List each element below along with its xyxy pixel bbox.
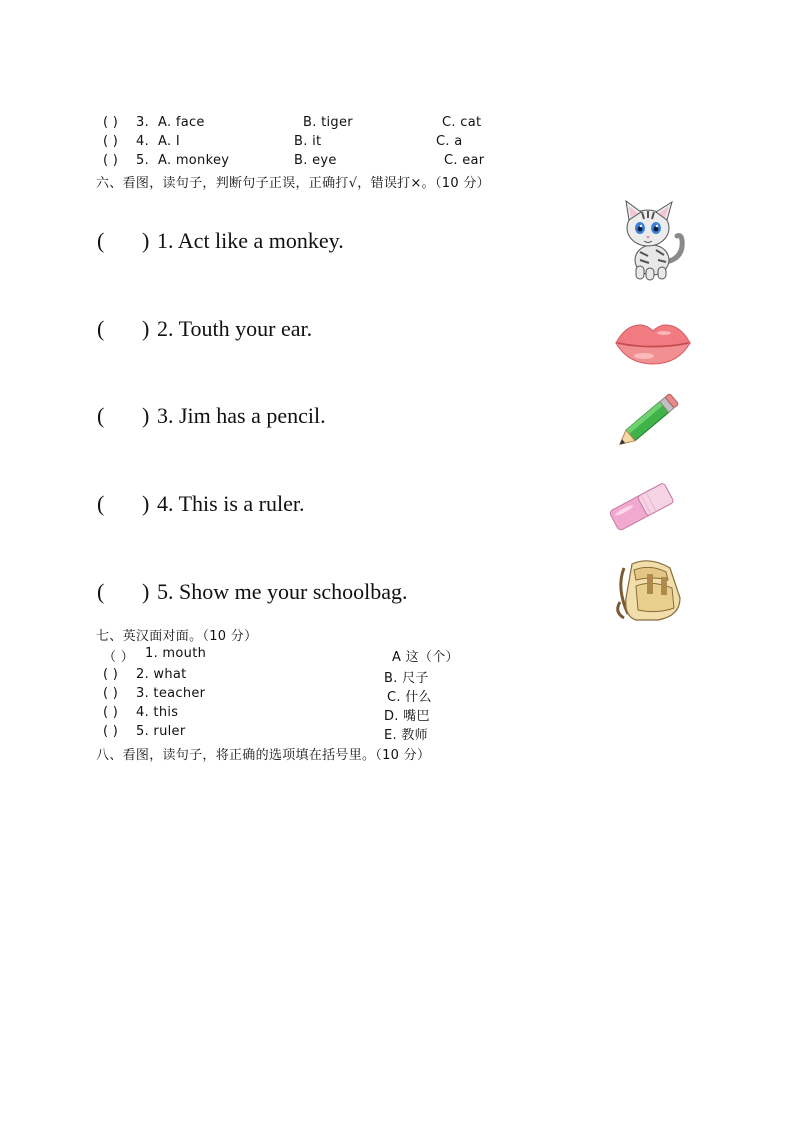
eraser-icon bbox=[606, 478, 676, 534]
english-word: 5. ruler bbox=[136, 724, 186, 739]
answer-bracket-open[interactable]: ( bbox=[97, 491, 105, 516]
sentence-text: 5. Show me your schoolbag. bbox=[157, 579, 408, 604]
option-c: C. a bbox=[436, 134, 463, 149]
answer-bracket-open[interactable]: ( bbox=[97, 228, 105, 253]
answer-bracket-close[interactable]: ) bbox=[142, 491, 150, 516]
answer-paren[interactable]: ( ) bbox=[103, 134, 119, 149]
answer-paren[interactable]: ( ) bbox=[103, 724, 119, 739]
chinese-word: E. 教师 bbox=[384, 728, 428, 743]
answer-paren[interactable]: ( ) bbox=[103, 667, 119, 682]
option-b: B. tiger bbox=[303, 115, 353, 130]
schoolbag-icon bbox=[614, 558, 686, 624]
chinese-word: B. 尺子 bbox=[384, 671, 429, 686]
section-8-heading: 八、看图，读句子，将正确的选项填在括号里。（10 分） bbox=[96, 748, 431, 763]
sentence-text: 4. This is a ruler. bbox=[157, 491, 305, 516]
english-word: 3. teacher bbox=[136, 686, 206, 701]
english-word: 2. what bbox=[136, 667, 187, 682]
section-6-heading: 六、看图，读句子，判断句子正误，正确打√，错误打×。（10 分） bbox=[96, 176, 490, 191]
sentence-text: 3. Jim has a pencil. bbox=[157, 403, 326, 428]
option-a: A. monkey bbox=[158, 153, 230, 168]
answer-paren[interactable]: （ ） bbox=[103, 650, 135, 665]
chinese-word: C. 什么 bbox=[387, 690, 432, 705]
answer-bracket-open[interactable]: ( bbox=[97, 316, 105, 341]
option-b: B. eye bbox=[294, 153, 337, 168]
answer-paren[interactable]: ( ) bbox=[103, 115, 119, 130]
option-a: A. face bbox=[158, 115, 205, 130]
pencil-icon bbox=[612, 390, 684, 454]
answer-bracket-close[interactable]: ) bbox=[142, 316, 150, 341]
lips-icon bbox=[614, 318, 692, 368]
answer-bracket-close[interactable]: ) bbox=[142, 403, 150, 428]
section-7-heading: 七、英汉面对面。（10 分） bbox=[96, 629, 258, 644]
chinese-word: A 这（个） bbox=[392, 650, 459, 665]
answer-bracket-close[interactable]: ) bbox=[142, 228, 150, 253]
answer-paren[interactable]: ( ) bbox=[103, 686, 119, 701]
sentence-text: 1. Act like a monkey. bbox=[157, 228, 344, 253]
answer-bracket-open[interactable]: ( bbox=[97, 403, 105, 428]
option-a: A. I bbox=[158, 134, 180, 149]
option-c: C. ear bbox=[444, 153, 485, 168]
sentence-text: 2. Touth your ear. bbox=[157, 316, 313, 341]
question-number: 4. bbox=[136, 134, 150, 149]
answer-paren[interactable]: ( ) bbox=[103, 153, 119, 168]
english-word: 1. mouth bbox=[145, 646, 207, 661]
english-word: 4. this bbox=[136, 705, 179, 720]
answer-bracket-open[interactable]: ( bbox=[97, 579, 105, 604]
answer-paren[interactable]: ( ) bbox=[103, 705, 119, 720]
option-c: C. cat bbox=[442, 115, 482, 130]
option-b: B. it bbox=[294, 134, 322, 149]
chinese-word: D. 嘴巴 bbox=[384, 709, 430, 724]
cat-icon bbox=[610, 200, 690, 282]
question-number: 5. bbox=[136, 153, 150, 168]
question-number: 3. bbox=[136, 115, 150, 130]
answer-bracket-close[interactable]: ) bbox=[142, 579, 150, 604]
